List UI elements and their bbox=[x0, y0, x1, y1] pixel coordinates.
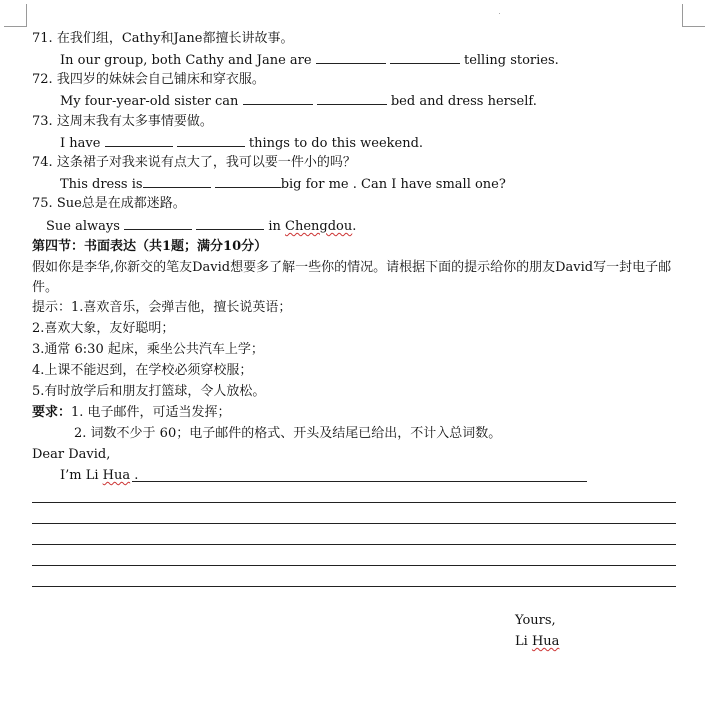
question-chinese: 这条裙子对我来说有点大了，我可以要一件小的吗？ bbox=[56, 155, 356, 170]
question-75-english: Sue always in Chengdou. bbox=[46, 219, 357, 234]
writing-line[interactable] bbox=[32, 544, 676, 545]
question-71 bbox=[32, 31, 294, 47]
letter-signature: Li Hua bbox=[515, 634, 560, 649]
blank[interactable] bbox=[105, 135, 173, 147]
requirements-label: 要求： bbox=[32, 405, 72, 420]
question-75 bbox=[32, 196, 186, 212]
spell-flagged-word: Hua bbox=[531, 634, 560, 649]
letter-opening: I’m Li Hua . bbox=[60, 468, 139, 483]
spell-flagged-word: Chengdou bbox=[285, 219, 353, 234]
question-chinese: Sue总是在成都迷路。 bbox=[56, 196, 186, 211]
writing-line[interactable] bbox=[32, 523, 676, 524]
question-chinese: 在我们组，Cathy和Jane都擅长讲故事。 bbox=[56, 31, 294, 46]
question-number: 75. bbox=[32, 196, 53, 211]
question-73-english: I have things to do this weekend. bbox=[60, 136, 424, 151]
writing-line[interactable] bbox=[32, 502, 676, 503]
letter-greeting: Dear David, bbox=[32, 447, 111, 462]
section-intro: 假如你是李华,你新交的笔友David想要多了解一些你的情况。请根据下面的提示给你的朋友David写一封电子邮件。 bbox=[32, 260, 672, 295]
blank[interactable] bbox=[143, 176, 211, 188]
question-72 bbox=[32, 72, 265, 88]
question-73 bbox=[32, 114, 213, 130]
question-74 bbox=[32, 155, 356, 171]
question-number: 73. bbox=[32, 114, 53, 129]
requirements-line-1 bbox=[32, 405, 231, 421]
question-chinese: 这周末我有太多事情要做。 bbox=[56, 114, 213, 129]
blank[interactable] bbox=[177, 135, 245, 147]
blank[interactable] bbox=[316, 52, 386, 64]
writing-line-first[interactable] bbox=[132, 481, 587, 482]
letter-closing: Yours, bbox=[515, 613, 556, 628]
question-number: 71. bbox=[32, 31, 53, 46]
question-chinese: 我四岁的妹妹会自己铺床和穿衣服。 bbox=[56, 72, 265, 87]
question-74-english: This dress is big for me . Can I have small one? bbox=[60, 177, 506, 192]
question-72-english: My four-year-old sister can bed and dress herself. bbox=[60, 94, 537, 109]
hint-1: 提示：1.喜欢音乐，会弹吉他，擅长说英语； bbox=[32, 300, 292, 315]
page-dot bbox=[499, 13, 500, 14]
writing-line[interactable] bbox=[32, 586, 676, 587]
blank[interactable] bbox=[124, 218, 192, 230]
spell-flagged-word: Hua bbox=[102, 468, 131, 483]
writing-line[interactable] bbox=[32, 565, 676, 566]
requirement-1: 1. 电子邮件，可适当发挥； bbox=[71, 405, 231, 420]
requirement-2: 2. 词数不少于 60；电子邮件的格式、开头及结尾已给出，不计入总词数。 bbox=[74, 426, 502, 441]
hint-3: 3.通常 6:30 起床，乘坐公共汽车上学； bbox=[32, 342, 264, 357]
question-number: 74. bbox=[32, 155, 53, 170]
blank[interactable] bbox=[243, 93, 313, 105]
blank[interactable] bbox=[215, 176, 281, 188]
question-71-english: In our group, both Cathy and Jane are telling stories. bbox=[60, 53, 559, 68]
page-corner-mark-right bbox=[682, 4, 705, 27]
section-heading: 第四节：书面表达（共1题；满分10分） bbox=[32, 239, 268, 254]
question-number: 72. bbox=[32, 72, 53, 87]
blank[interactable] bbox=[317, 93, 387, 105]
hint-4: 4.上课不能迟到，在学校必须穿校服； bbox=[32, 363, 253, 378]
blank[interactable] bbox=[390, 52, 460, 64]
blank[interactable] bbox=[196, 218, 264, 230]
hint-2: 2.喜欢大象，友好聪明； bbox=[32, 321, 175, 336]
hint-5: 5.有时放学后和朋友打篮球，令人放松。 bbox=[32, 384, 266, 399]
page-corner-mark-left bbox=[4, 4, 27, 27]
